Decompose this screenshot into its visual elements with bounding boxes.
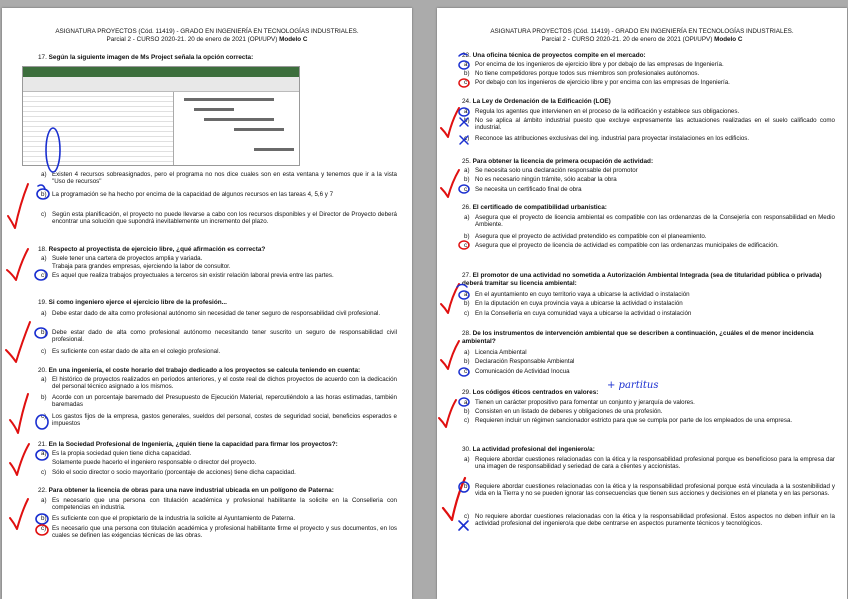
option-28c: c) Comunicación de Actividad Inocua — [464, 368, 570, 375]
option-26a: a) Asegura que el proyecto de licencia ambiental es compatible con las ordenanzas de la Consejería con responsabilidad en Medio Ambiente. — [464, 214, 835, 229]
option-22b: b) Es suficiente con que el propietario de la industria la solicite al Ayuntamiento de Paterna. — [41, 515, 296, 522]
option-26b: b) Asegura que el proyecto de actividad pretendido es compatible con el planeamiento. — [464, 233, 707, 240]
option-28a: a) Licencia Ambiental — [464, 349, 527, 356]
option-24a: a) Regula los agentes que intervienen en el proceso de la edificación y establece sus obligaciones. — [464, 108, 740, 115]
question-29: 29. Los códigos éticos centrados en valores: — [462, 389, 599, 396]
check-mark-icon — [441, 170, 459, 197]
ms-project-ribbon — [23, 77, 299, 92]
question-22: 22. Para obtener la licencia de obras para una nave industrial ubicada en un polígono de Paterna: — [38, 487, 334, 494]
option-29c: c) Requieren incluir un régimen sancionador estricto para que se cumpla por parte de los empleados de una empresa. — [464, 417, 793, 424]
option-21a: a) Es la propia sociedad quien tiene dicha capacidad. — [41, 450, 192, 457]
check-mark-icon — [441, 341, 459, 369]
option-20a: a) El histórico de proyectos realizados en períodos anteriores, y el coste real de dichos proyectos de acuerdo con la dedicación del personal técnico asignado a los mismos. — [41, 376, 397, 391]
option-18a: a) Suele tener una cartera de proyectos amplia y variada. — [41, 255, 203, 262]
ms-project-title-bar — [23, 67, 299, 77]
question-24: 24. La Ley de Ordenación de la Edificación (LOE) — [462, 98, 611, 105]
option-17c: c) Según esta planificación, el proyecto no puede llevarse a cabo con los recursos disponibles y el Director de Proyecto deberá encontrar una solución que supondrá inevitablemente un incremento del plazo. — [41, 211, 397, 226]
header-title: ASIGNATURA PROYECTOS (Cód. 11419) - GRADO EN INGENIERÍA EN TECNOLOGÍAS INDUSTRIALES. — [55, 28, 359, 35]
option-30b: b) Requiere abordar cuestiones relacionadas con la ética y la responsabilidad profesional porque está vinculada a la sostenibilidad y vida en la Tierra y no se pueden ignorar las consecuencias que tienen sus acciones y decisiones en el planeta y en las personas. — [464, 483, 835, 498]
option-19c: c) Es suficiente con estar dado de alta en el colegio profesional. — [41, 348, 221, 355]
question-26: 26. El certificado de compatibilidad urbanística: — [462, 204, 607, 211]
option-30c: c) No requiere abordar cuestiones relacionadas con la ética y la responsabilidad profesional. Estos aspectos no deben influir en la actividad profesional del ingeniero/a que debe centrarse en aspectos puramente técnicos y tecnológicos. — [464, 513, 835, 528]
option-26c: c) Asegura que el proyecto de licencia de actividad es compatible con las ordenanzas municipales de edificación. — [464, 242, 779, 249]
option-24b: b) No se aplica al ámbito industrial puesto que excluye expresamente las actuaciones realizadas en el suelo calificado como industrial. — [464, 117, 835, 132]
question-21: 21. En la Sociedad Profesional de Ingeniería, ¿quién tiene la capacidad para firmar los proyectos?: — [38, 441, 338, 448]
option-18c: c) Es aquel que realiza trabajos proyectuales a terceros sin existir relación laboral previa entre las partes. — [41, 272, 334, 279]
option-20b: b) Acorde con un porcentaje baremado del Presupuesto de Ejecución Material, repercutiéndolo a las horas estimadas, también baremadas — [41, 394, 397, 409]
question-20: 20. En una ingeniería, el coste horario del trabajo dedicado a los proyectos se calcula teniendo en cuenta: — [38, 367, 361, 374]
option-21c: c) Sólo el socio director o socio mayoritario (porcentaje de acciones) tiene dicha capacidad. — [41, 469, 296, 476]
check-mark-icon — [441, 284, 459, 313]
question-19: 19. Si como ingeniero ejerce el ejercicio libre de la profesión... — [38, 299, 227, 306]
option-29b: b) Consisten en un listado de deberes y obligaciones de una profesión. — [464, 408, 663, 415]
check-mark-icon — [8, 184, 28, 228]
option-25a: a) Se necesita solo una declaración responsable del promotor — [464, 167, 638, 174]
ms-project-task-grid — [23, 92, 174, 165]
option-25c: c) Se necesita un certificado final de obra — [464, 186, 582, 193]
option-23c: c) Por debajo con los ingenieros de ejercicio libre y por encima con las empresas de Ingeniería. — [464, 79, 730, 86]
option-29a: a) Tienen un carácter propositivo para fomentar un conjunto y jerarquía de valores. — [464, 399, 695, 406]
check-mark-icon — [441, 108, 459, 137]
option-19a: a) Debe estar dado de alta como profesional autónomo sin necesidad de tener seguro de responsabilidad civil profesional. — [41, 310, 381, 317]
header-subtitle — [437, 36, 847, 44]
question-25: 25. Para obtener la licencia de primera ocupación de actividad: — [462, 158, 654, 165]
option-25b: b) No es necesario ningún trámite, sólo acabar la obra — [464, 176, 617, 183]
option-27c: c) En la Consellería en cuya comunidad vaya a ubicarse la actividad o instalación — [464, 310, 692, 317]
exam-page-1 — [2, 8, 412, 599]
check-mark-icon — [10, 394, 28, 433]
option-21b: Solamente puede hacerlo el ingeniero responsable o director del proyecto. — [52, 459, 257, 466]
option-27b: b) En la diputación en cuya provincia vaya a ubicarse la actividad o instalación — [464, 300, 683, 307]
option-17b: b) La programación se ha hecho por encima de la capacidad de algunos recursos en las tareas 4, 5,6 y 7 — [41, 191, 334, 198]
header-date: Parcial 2 - CURSO 2020-21. 20 de enero de 2021 (OPI/UPV) — [541, 36, 713, 43]
option-23a: a) Por encima de los ingenieros de ejercicio libre y por debajo de las empresas de Ingeniería. — [464, 61, 724, 68]
check-mark-icon — [10, 499, 28, 529]
question-30: 30. La actividad profesional del ingeniero/a: — [462, 446, 595, 453]
check-mark-icon — [439, 400, 456, 427]
option-27a: a) En el ayuntamiento en cuyo territorio vaya a ubicarse la actividad o instalación — [464, 291, 690, 298]
question-text: Según la siguiente imagen de Ms Project señala la opción correcta: — [48, 54, 254, 61]
cross-mark-icon — [459, 521, 468, 530]
question-number: 17. — [38, 54, 47, 61]
option-28b: b) Declaración Responsable Ambiental — [464, 358, 575, 365]
option-30a: a) Requiere abordar cuestiones relacionadas con la ética y la responsabilidad profesional porque es beneficioso para la empresa dar una imagen de responsabilidad y seriedad de cara a clientes y accionistas. — [464, 456, 835, 471]
question-23: 23. Una oficina técnica de proyectos compite en el mercado: — [462, 52, 646, 59]
option-18b: Trabaja para grandes empresas, ejerciendo la labor de consultor. — [52, 263, 231, 270]
question-17 — [38, 54, 388, 62]
handwritten-note: + partitus — [607, 380, 659, 391]
option-22a: a) Es necesario que una persona con titulación académica y profesional habilitante la solicite en la Conselleria con competencias en industria. — [41, 497, 397, 512]
header-subtitle — [2, 36, 412, 44]
question-28: 28. De los instrumentos de intervención ambiental que se describen a continuación, ¿cuáles el de menor incidencia ambiental? — [462, 330, 814, 345]
ms-project-gantt-chart — [174, 92, 299, 165]
option-23b: b) No tiene competidores porque todos sus miembros son profesionales autónomos. — [464, 70, 700, 77]
option-22c: c) Es necesario que una persona con titulación académica y profesional habilitante firme el proyecto y sus documentos, en los cuales se definen las exigencias técnicas de las obras. — [41, 525, 397, 540]
arrow-mark-icon — [38, 185, 45, 189]
header-model: Modelo C — [279, 36, 308, 43]
ms-project-screenshot — [22, 66, 300, 166]
question-27: 27. El promotor de una actividad no sometida a Autorización Ambiental Integrada (sea de titularidad pública o privada) deberá tramitar su licencia ambiental: — [462, 272, 822, 287]
check-mark-icon — [7, 249, 28, 280]
option-20c: c) Los gastos fijos de la empresa, gastos generales, sueldos del personal, costes de seguridad social, beneficios esperados e impuestos — [41, 413, 397, 428]
exam-page-2 — [437, 8, 847, 599]
check-mark-icon — [6, 322, 30, 362]
option-19b: b) Debe estar dado de alta como profesional autónomo necesitando tener suscrito un seguro de responsabilidad civil profesional. — [41, 329, 397, 344]
option-17a: a) Existen 4 recursos sobreasignados, pero el programa no nos dice cuales son en esta ventana y tenemos que ir a la vista "Uso de recursos" — [41, 171, 397, 186]
check-mark-icon — [443, 478, 465, 520]
header-date: Parcial 2 - CURSO 2020-21. 20 de enero de 2021 (OPI/UPV) — [106, 36, 278, 43]
check-mark-icon — [10, 444, 29, 475]
question-18: 18. Respecto al proyectista de ejercicio libre, ¿qué afirmación es correcta? — [38, 246, 266, 253]
option-24c: c) Reconoce las atribuciones exclusivas del ing. industrial para proyectar instalaciones en los edificios. — [464, 135, 750, 142]
header-title: ASIGNATURA PROYECTOS (Cód. 11419) - GRADO EN INGENIERÍA EN TECNOLOGÍAS INDUSTRIALES. — [490, 28, 794, 35]
header-model: Modelo C — [714, 36, 743, 43]
